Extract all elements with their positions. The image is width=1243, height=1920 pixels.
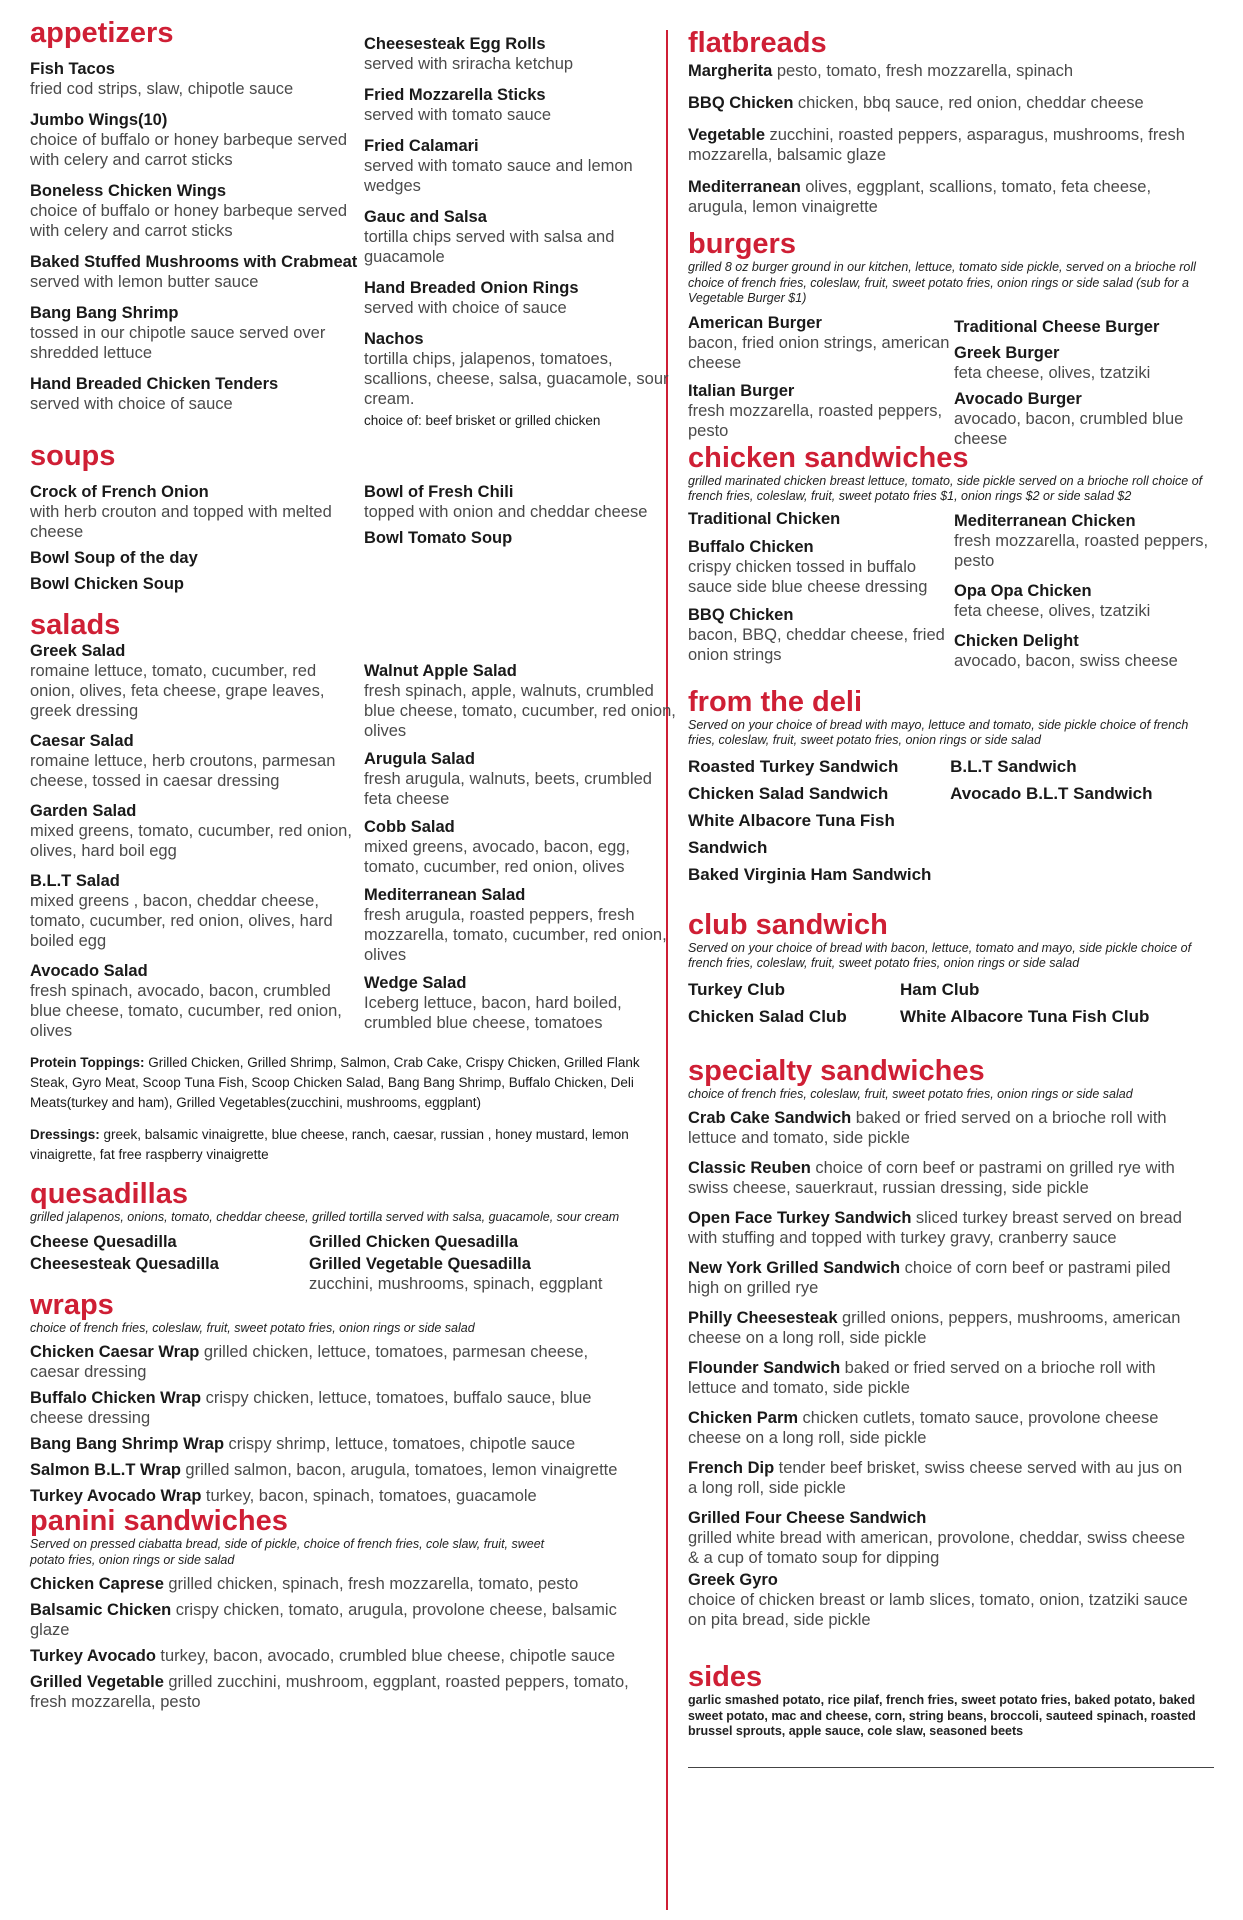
item-description: crispy shrimp, lettuce, tomatoes, chipotle sauce xyxy=(228,1435,576,1453)
item-name: Greek Burger xyxy=(954,343,1060,362)
item-name: Avocado Burger xyxy=(954,389,1082,408)
specialty-heading: specialty sandwiches xyxy=(688,1054,985,1087)
item-description: mixed greens, tomato, cucumber, red onion, olives, hard boil egg xyxy=(30,822,352,860)
item-name: Nachos xyxy=(364,330,424,348)
menu-item-baked-virginia-ham-sandwich: Baked Virginia Ham Sandwich xyxy=(688,864,932,884)
item-name: Cheese Quesadilla xyxy=(30,1232,177,1251)
item-name: Italian Burger xyxy=(688,381,795,400)
item-name: Fried Mozzarella Sticks xyxy=(364,86,546,104)
item-name: French Dip xyxy=(688,1459,775,1477)
menu-item-white-albacore-tuna-fish-sandwich: White Albacore Tuna Fish Sandwich xyxy=(688,810,895,857)
menu-item-hand-breaded-onion-rings xyxy=(364,278,680,318)
panini-note: Served on pressed ciabatta bread, side of pickle, choice of french fries, cole slaw, fruit, sweet potato fries, onion rings or side salad xyxy=(30,1537,545,1567)
menu-item-avocado-salad xyxy=(30,961,364,1041)
item-name: Grilled Vegetable xyxy=(30,1673,164,1691)
menu-item-fried-mozzarella-sticks xyxy=(364,85,680,125)
menu-item-nachos xyxy=(364,329,680,409)
item-description: turkey, bacon, avocado, crumbled blue cheese, chipotle sauce xyxy=(160,1647,616,1665)
item-description: olives, eggplant, scallions, tomato, feta cheese, arugula, lemon vinaigrette xyxy=(688,178,1152,216)
menu-item-buffalo-chicken-wrap xyxy=(30,1388,630,1428)
item-description: fried cod strips, slaw, chipotle sauce xyxy=(30,80,294,98)
item-description: bacon, BBQ, cheddar cheese, fried onion strings xyxy=(688,625,945,664)
item-description: fresh arugula, walnuts, beets, crumbled feta cheese xyxy=(364,770,652,808)
menu-item-chicken-salad-club: Chicken Salad Club xyxy=(688,1006,847,1026)
deli-note: Served on your choice of bread with mayo, lettuce and tomato, side pickle choice of french fries, coleslaw, fruit, sweet potato fries, onion rings or side salad xyxy=(688,717,1189,747)
item-description: tossed in our chipotle sauce served over shredded lettuce xyxy=(30,324,326,362)
menu-item-turkey-club: Turkey Club xyxy=(688,979,785,999)
sides-divider xyxy=(688,1767,1214,1768)
specialty-list xyxy=(688,1108,1188,1630)
menu-item-b-l-t-sandwich: B.L.T Sandwich xyxy=(950,756,1077,776)
menu-item-mediterranean-chicken xyxy=(954,511,1224,571)
flatbreads-heading: flatbreads xyxy=(688,27,827,59)
menu-item-chicken-delight xyxy=(954,631,1224,671)
item-description: grilled chicken, spinach, fresh mozzarella, tomato, pesto xyxy=(168,1575,579,1593)
menu-item-cobb-salad xyxy=(364,817,680,877)
item-description: sliced turkey breast served on bread with stuffing and topped with turkey gravy, cranberry sauce xyxy=(688,1209,1182,1247)
item-name: Baked Stuffed Mushrooms with Crabmeat xyxy=(30,253,358,271)
menu-item-ham-club: Ham Club xyxy=(900,979,980,999)
menu-item-caesar-salad xyxy=(30,731,364,791)
menu-item-grilled-vegetable-quesadilla xyxy=(309,1254,669,1294)
menu-item-grilled-four-cheese-sandwich xyxy=(688,1508,1188,1568)
item-name: Balsamic Chicken xyxy=(30,1601,172,1619)
appetizers-heading: appetizers xyxy=(30,17,174,49)
item-name: Cobb Salad xyxy=(364,818,455,836)
item-description: tortilla chips served with salsa and guacamole xyxy=(364,228,615,266)
item-name: Bang Bang Shrimp Wrap xyxy=(30,1435,225,1453)
item-name: Jumbo Wings(10) xyxy=(30,111,168,129)
burgers-right xyxy=(954,313,1224,455)
menu-item-buffalo-chicken xyxy=(688,537,954,597)
appetizers-left xyxy=(30,49,364,431)
item-description: served with choice of sauce xyxy=(30,395,233,413)
menu-item-mediterranean-salad xyxy=(364,885,680,965)
item-name: Traditional Chicken xyxy=(688,509,841,528)
item-description: avocado, bacon, swiss cheese xyxy=(954,651,1178,670)
menu-item-philly-cheesesteak xyxy=(688,1308,1188,1348)
dressings: Dressings: greek, balsamic vinaigrette, blue cheese, ranch, caesar, russian , honey mustard, lemon vinaigrette, fat free raspberry vinaigrette xyxy=(30,1127,629,1162)
menu-item-salmon-b-l-t-wrap xyxy=(30,1460,630,1480)
quesadillas-left xyxy=(30,1232,309,1296)
quesadillas-note: grilled jalapenos, onions, tomato, cheddar cheese, grilled tortilla served with salsa, guacamole, sour cream xyxy=(30,1210,620,1224)
item-description: grilled chicken, lettuce, tomatoes, parmesan cheese, caesar dressing xyxy=(30,1343,589,1381)
menu-item-chicken-parm xyxy=(688,1408,1188,1448)
item-description: mixed greens , bacon, cheddar cheese, tomato, cucumber, red onion, olives, hard boiled egg xyxy=(30,892,333,950)
item-name: Bowl Chicken Soup xyxy=(30,575,185,593)
menu-item-garden-salad xyxy=(30,801,364,861)
item-name: Philly Cheesesteak xyxy=(688,1309,838,1327)
menu-item-opa-opa-chicken xyxy=(954,581,1224,621)
menu-item-turkey-avocado-wrap xyxy=(30,1486,630,1506)
soups-left xyxy=(30,482,364,600)
menu-item-flounder-sandwich xyxy=(688,1358,1188,1398)
item-description: romaine lettuce, herb croutons, parmesan cheese, tossed in caesar dressing xyxy=(30,752,336,790)
item-description: grilled zucchini, mushroom, eggplant, roasted peppers, tomato, fresh mozzarella, pesto xyxy=(30,1673,629,1711)
item-description: fresh arugula, roasted peppers, fresh mozzarella, tomato, cucumber, red onion, olives xyxy=(364,906,667,964)
menu-item-grilled-chicken-quesadilla xyxy=(309,1232,669,1252)
item-description: zucchini, mushrooms, spinach, eggplant xyxy=(309,1274,603,1293)
menu-item-traditional-cheese-burger xyxy=(954,317,1224,337)
menu-item-crab-cake-sandwich xyxy=(688,1108,1188,1148)
salads-heading: salads xyxy=(30,609,121,641)
item-description: fresh spinach, avocado, bacon, crumbled blue cheese, tomato, cucumber, red onion, olives xyxy=(30,982,342,1040)
menu-item-italian-burger xyxy=(688,381,954,441)
empty-cell xyxy=(950,861,1228,888)
menu-item-greek-salad xyxy=(30,641,364,721)
menu-item-open-face-turkey-sandwich xyxy=(688,1208,1188,1248)
menu-item-traditional-chicken xyxy=(688,509,954,529)
left-column xyxy=(30,18,680,1718)
item-name: Bowl of Fresh Chili xyxy=(364,483,514,501)
item-name: American Burger xyxy=(688,313,822,332)
menu-item-turkey-avocado xyxy=(30,1646,630,1666)
specialty-note: choice of french fries, coleslaw, fruit, sweet potato fries, onion rings or side salad xyxy=(688,1086,1133,1101)
item-name: Walnut Apple Salad xyxy=(364,662,517,680)
menu-row xyxy=(688,807,1228,861)
menu-item-vegetable xyxy=(688,125,1208,165)
item-name: Cheesesteak Quesadilla xyxy=(30,1254,219,1273)
menu-item-chicken-salad-sandwich: Chicken Salad Sandwich xyxy=(688,783,889,803)
menu-item-bowl-chicken-soup xyxy=(30,574,364,594)
chicken-sandwiches-heading: chicken sandwiches xyxy=(688,441,969,474)
item-name: Chicken Caprese xyxy=(30,1575,164,1593)
menu-item-balsamic-chicken xyxy=(30,1600,630,1640)
burgers-left xyxy=(688,313,954,455)
item-name: Bowl Soup of the day xyxy=(30,549,198,567)
menu-item-white-albacore-tuna-fish-club: White Albacore Tuna Fish Club xyxy=(900,1006,1150,1026)
nachos-choice: choice of: beef brisket or grilled chicken xyxy=(364,413,601,428)
menu-item-greek-burger xyxy=(954,343,1224,383)
item-description: grilled salmon, bacon, arugula, tomatoes, lemon vinaigrette xyxy=(185,1461,618,1479)
menu-row xyxy=(688,780,1228,807)
deli-heading: from the deli xyxy=(688,685,863,718)
item-name: Turkey Avocado Wrap xyxy=(30,1487,202,1505)
item-name: Boneless Chicken Wings xyxy=(30,182,227,200)
menu-item-greek-gyro xyxy=(688,1570,1188,1630)
item-name: Margherita xyxy=(688,62,773,80)
empty-cell xyxy=(950,807,1228,861)
item-description: Iceberg lettuce, bacon, hard boiled, crumbled blue cheese, tomatoes xyxy=(364,994,622,1032)
item-description: tender beef brisket, swiss cheese served with au jus on a long roll, side pickle xyxy=(688,1459,1183,1497)
menu-item-bowl-soup-of-the-day xyxy=(30,548,364,568)
item-description: topped with onion and cheddar cheese xyxy=(364,503,648,521)
menu-item-b-l-t-salad xyxy=(30,871,364,951)
menu-item-gauc-and-salsa xyxy=(364,207,680,267)
item-name: Greek Gyro xyxy=(688,1571,778,1589)
item-name: Buffalo Chicken xyxy=(688,537,814,556)
item-description: choice of buffalo or honey barbeque served with celery and carrot sticks xyxy=(30,202,348,240)
panini-list xyxy=(30,1574,630,1712)
item-description: chicken cutlets, tomato sauce, provolone cheese cheese on a long roll, side pickle xyxy=(688,1409,1159,1447)
protein-toppings: Protein Toppings: Grilled Chicken, Grilled Shrimp, Salmon, Crab Cake, Crispy Chicken, Grilled Flank Steak, Gyro Meat, Scoop Tuna Fish, Scoop Chicken Salad, Bang Bang Shrimp, Buffalo Chicken, Deli Meats(turkey and ham), Grilled Vegetables(zucchini, mushrooms, eggplant) xyxy=(30,1055,640,1110)
menu-item-classic-reuben xyxy=(688,1158,1188,1198)
item-description: bacon, fried onion strings, american cheese xyxy=(688,333,950,372)
menu-item-bowl-tomato-soup xyxy=(364,528,680,548)
menu-item-avocado-burger xyxy=(954,389,1224,449)
item-name: Traditional Cheese Burger xyxy=(954,317,1160,336)
item-name: BBQ Chicken xyxy=(688,605,794,624)
menu-item-boneless-chicken-wings xyxy=(30,181,364,241)
flatbreads-list xyxy=(688,61,1208,217)
menu-item-mediterranean xyxy=(688,177,1208,217)
appetizers-right xyxy=(364,34,680,431)
item-name: Bang Bang Shrimp xyxy=(30,304,179,322)
quesadillas-right xyxy=(309,1232,669,1296)
chicken-sandwiches-section xyxy=(688,509,1228,681)
item-description: grilled white bread with american, provolone, cheddar, swiss cheese & a cup of tomato soup for dipping xyxy=(688,1529,1186,1567)
menu-row xyxy=(688,976,1228,1003)
item-description: served with sriracha ketchup xyxy=(364,55,574,73)
item-description: fresh mozzarella, roasted peppers, pesto xyxy=(688,401,943,440)
menu-row xyxy=(688,1003,1228,1030)
item-name: Garden Salad xyxy=(30,802,137,820)
item-description: romaine lettuce, tomato, cucumber, red onion, olives, feta cheese, grape leaves, greek dressing xyxy=(30,662,325,720)
menu-item-bbq-chicken xyxy=(688,93,1208,113)
menu-item-fried-calamari xyxy=(364,136,680,196)
item-name: Hand Breaded Onion Rings xyxy=(364,279,579,297)
item-name: Open Face Turkey Sandwich xyxy=(688,1209,912,1227)
quesadillas-section xyxy=(30,1232,680,1296)
item-name: B.L.T Salad xyxy=(30,872,120,890)
item-name: Greek Salad xyxy=(30,642,126,660)
item-description: crispy chicken, tomato, arugula, provolone cheese, balsamic glaze xyxy=(30,1601,617,1639)
item-name: Chicken Caesar Wrap xyxy=(30,1343,200,1361)
item-description: zucchini, roasted peppers, asparagus, mushrooms, fresh mozzarella, balsamic glaze xyxy=(688,126,1185,164)
right-column xyxy=(688,28,1228,1740)
salads-left xyxy=(30,641,364,1051)
menu-item-bbq-chicken xyxy=(688,605,954,665)
chicken-right xyxy=(954,509,1224,681)
item-description: choice of corn beef or pastrami on grilled rye with swiss cheese, sauerkraut, russian dressing, side pickle xyxy=(688,1159,1175,1197)
menu-row xyxy=(688,753,1228,780)
menu-item-grilled-vegetable xyxy=(30,1672,630,1712)
item-name: Mediterranean Salad xyxy=(364,886,526,904)
menu-item-fish-tacos xyxy=(30,59,364,99)
menu-item-crock-of-french-onion xyxy=(30,482,364,542)
menu-item-chicken-caprese xyxy=(30,1574,630,1594)
menu-item-roasted-turkey-sandwich: Roasted Turkey Sandwich xyxy=(688,756,899,776)
menu-item-wedge-salad xyxy=(364,973,680,1033)
item-description: served with choice of sauce xyxy=(364,299,567,317)
item-description: served with tomato sauce and lemon wedges xyxy=(364,157,633,195)
item-description: feta cheese, olives, tzatziki xyxy=(954,601,1151,620)
item-name: Vegetable xyxy=(688,126,766,144)
menu-item-margherita xyxy=(688,61,1208,81)
item-name: New York Grilled Sandwich xyxy=(688,1259,901,1277)
item-name: Mediterranean Chicken xyxy=(954,511,1136,530)
appetizers-section xyxy=(30,35,680,431)
panini-heading: panini sandwiches xyxy=(30,1505,288,1537)
soups-section xyxy=(30,482,680,600)
burgers-note: grilled 8 oz burger ground in our kitchen, lettuce, tomato side pickle, served on a brioche roll choice of french fries, coleslaw, fruit, sweet potato fries, onion rings or side salad (sub for a Vegetable Burger $1) xyxy=(688,260,1196,305)
item-name: Flounder Sandwich xyxy=(688,1359,841,1377)
menu-item-new-york-grilled-sandwich xyxy=(688,1258,1188,1298)
soups-right xyxy=(364,482,680,600)
item-name: Hand Breaded Chicken Tenders xyxy=(30,375,279,393)
item-name: Avocado Salad xyxy=(30,962,148,980)
menu-item-american-burger xyxy=(688,313,954,373)
menu-item-cheesesteak-egg-rolls xyxy=(364,34,680,74)
menu-item-avocado-b-l-t-sandwich: Avocado B.L.T Sandwich xyxy=(950,783,1153,803)
item-description: with herb crouton and topped with melted cheese xyxy=(30,503,332,541)
item-name: Bowl Tomato Soup xyxy=(364,529,513,547)
club-heading: club sandwich xyxy=(688,908,888,941)
menu-item-jumbo-wings-10 xyxy=(30,110,364,170)
item-name: Fish Tacos xyxy=(30,60,115,78)
chicken-left xyxy=(688,509,954,681)
item-name: Salmon B.L.T Wrap xyxy=(30,1461,181,1479)
item-description: avocado, bacon, crumbled blue cheese xyxy=(954,409,1184,448)
item-name: Crock of French Onion xyxy=(30,483,209,501)
item-name: Grilled Four Cheese Sandwich xyxy=(688,1509,927,1527)
item-description: feta cheese, olives, tzatziki xyxy=(954,363,1151,382)
menu-item-bowl-of-fresh-chili xyxy=(364,482,680,522)
item-description: baked or fried served on a brioche roll with lettuce and tomato, side pickle xyxy=(688,1109,1167,1147)
salads-section xyxy=(30,641,680,1051)
item-description: crispy chicken, lettuce, tomatoes, buffalo sauce, blue cheese dressing xyxy=(30,1389,592,1427)
item-description: fresh spinach, apple, walnuts, crumbled blue cheese, tomato, cucumber, red onion, olives xyxy=(364,682,676,740)
item-name: Buffalo Chicken Wrap xyxy=(30,1389,202,1407)
item-name: Chicken Delight xyxy=(954,631,1079,650)
menu-item-arugula-salad xyxy=(364,749,680,809)
item-name: Cheesesteak Egg Rolls xyxy=(364,35,546,53)
item-name: Turkey Avocado xyxy=(30,1647,156,1665)
item-description: turkey, bacon, spinach, tomatoes, guacamole xyxy=(205,1487,537,1505)
item-description: tortilla chips, jalapenos, tomatoes, scallions, cheese, salsa, guacamole, sour cream. xyxy=(364,350,669,408)
burgers-section xyxy=(688,313,1228,455)
item-name: Mediterranean xyxy=(688,178,801,196)
menu-item-cheese-quesadilla xyxy=(30,1232,309,1252)
item-name: Grilled Vegetable Quesadilla xyxy=(309,1254,531,1273)
club-list xyxy=(688,976,1228,1030)
club-note: Served on your choice of bread with bacon, lettuce, tomato and mayo, side pickle choice of french fries, coleslaw, fruit, sweet potato fries, onion rings or side salad xyxy=(688,940,1192,970)
item-name: Crab Cake Sandwich xyxy=(688,1109,852,1127)
menu-item-hand-breaded-chicken-tenders xyxy=(30,374,364,414)
item-description: pesto, tomato, fresh mozzarella, spinach xyxy=(776,62,1074,80)
menu-row xyxy=(688,861,1228,888)
item-name: Grilled Chicken Quesadilla xyxy=(309,1232,519,1251)
sides-text: garlic smashed potato, rice pilaf, french fries, sweet potato fries, baked potato, baked sweet potato, mac and cheese, corn, string beans, broccoli, sauteed spinach, roasted brussel sprouts, apple sauce, cole slaw, seasoned beets xyxy=(688,1693,1196,1738)
item-description: served with lemon butter sauce xyxy=(30,273,259,291)
item-description: fresh mozzarella, roasted peppers, pesto xyxy=(954,531,1209,570)
item-name: BBQ Chicken xyxy=(688,94,794,112)
item-name: Arugula Salad xyxy=(364,750,475,768)
item-description: choice of corn beef or pastrami piled high on grilled rye xyxy=(688,1259,1171,1297)
salads-right xyxy=(364,641,680,1051)
deli-list xyxy=(688,753,1228,888)
burgers-heading: burgers xyxy=(688,228,796,260)
menu-item-walnut-apple-salad xyxy=(364,661,680,741)
item-description: served with tomato sauce xyxy=(364,106,552,124)
item-description: baked or fried served on a brioche roll with lettuce and tomato, side pickle xyxy=(688,1359,1156,1397)
sides-heading: sides xyxy=(688,1661,763,1693)
item-description: choice of chicken breast or lamb slices, tomato, onion, tzatziki sauce on pita bread, side pickle xyxy=(688,1591,1188,1629)
menu-item-chicken-caesar-wrap xyxy=(30,1342,630,1382)
item-name: Wedge Salad xyxy=(364,974,467,992)
soups-heading: soups xyxy=(30,440,116,472)
item-description: chicken, bbq sauce, red onion, cheddar cheese xyxy=(797,94,1144,112)
menu-item-cheesesteak-quesadilla xyxy=(30,1254,309,1274)
item-name: Opa Opa Chicken xyxy=(954,581,1092,600)
chicken-sandwiches-note: grilled marinated chicken breast lettuce, tomato, side pickle served on a brioche roll choice of french fries, coleslaw, fruit, sweet potato fries $1, onion rings $2 or side salad $2 xyxy=(688,473,1203,503)
menu-item-baked-stuffed-mushrooms-with-crabmeat xyxy=(30,252,364,292)
item-name: Caesar Salad xyxy=(30,732,134,750)
item-name: Classic Reuben xyxy=(688,1159,811,1177)
menu-item-bang-bang-shrimp-wrap xyxy=(30,1434,630,1454)
item-name: Chicken Parm xyxy=(688,1409,799,1427)
wraps-heading: wraps xyxy=(30,1288,114,1321)
item-description: choice of buffalo or honey barbeque served with celery and carrot sticks xyxy=(30,131,348,169)
wraps-note: choice of french fries, coleslaw, fruit, sweet potato fries, onion rings or side salad xyxy=(30,1320,475,1335)
item-description: mixed greens, avocado, bacon, egg, tomato, cucumber, red onion, olives xyxy=(364,838,631,876)
wraps-list xyxy=(30,1342,630,1506)
item-name: Fried Calamari xyxy=(364,137,479,155)
menu-item-french-dip xyxy=(688,1458,1188,1498)
quesadillas-heading: quesadillas xyxy=(30,1178,188,1210)
item-description: crispy chicken tossed in buffalo sauce side blue cheese dressing xyxy=(688,557,928,596)
menu-item-bang-bang-shrimp xyxy=(30,303,364,363)
item-description: grilled onions, peppers, mushrooms, american cheese on a long roll, side pickle xyxy=(688,1309,1181,1347)
item-name: Gauc and Salsa xyxy=(364,208,487,226)
